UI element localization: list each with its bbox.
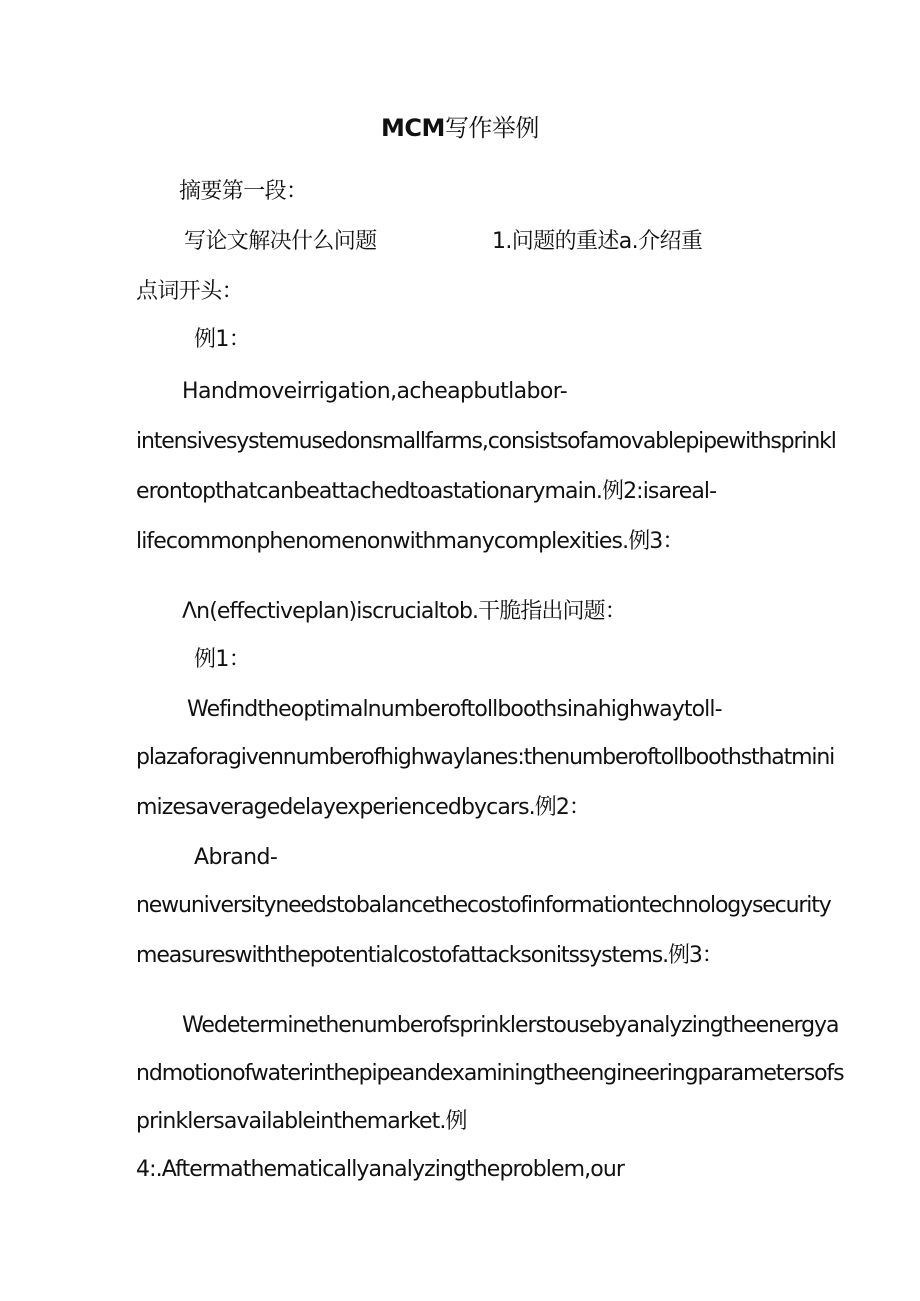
- paragraph-line: Λn(effectiveplan)iscrucialtob.干脆指出问题：: [182, 599, 626, 624]
- paragraph-line: lifecommonphenomenonwithmanycomplexities.例3：: [136, 529, 684, 554]
- paragraph-line: Wefindtheoptimalnumberoftollboothsinahighwaytoll-: [187, 697, 722, 722]
- example-label: 例1：: [194, 647, 251, 672]
- problem-question: 写论文解决什么问题: [184, 229, 377, 254]
- example-label: 例1：: [194, 327, 251, 352]
- paragraph-line: prinklersavailableinthemarket.例: [136, 1109, 467, 1134]
- paragraph-line: measureswiththepotentialcostofattacksonitssystems.例3：: [136, 943, 723, 968]
- paragraph-line: ndmotionofwaterinthepipeandexaminingtheengineeringparametersofs: [136, 1061, 844, 1086]
- paragraph-line: mizesaveragedelayexperiencedbycars.例2：: [136, 795, 591, 820]
- paragraph-line: 4:.Aftermathematicallyanalyzingtheproblem,our: [136, 1157, 625, 1182]
- paragraph-line: plazaforagivennumberofhighwaylanes:thenumberoftollboothsthatmini: [136, 745, 835, 770]
- abstract-heading: 摘要第一段：: [179, 179, 308, 204]
- paragraph-line: Wedeterminethenumberofsprinklerstousebyanalyzingtheenergya: [182, 1013, 839, 1038]
- paragraph-line: intensivesystemusedonsmallfarms,consistsofamovablepipewithsprinkl: [136, 429, 836, 454]
- paragraph-line: erontopthatcanbeattachedtoastationarymain.例2:isareal-: [136, 479, 717, 504]
- keyword-opening: 点词开头：: [136, 279, 244, 304]
- title-cjk: 写作举例: [444, 114, 539, 142]
- title-latin: MCM: [381, 114, 445, 142]
- paragraph-line: newuniversityneedstobalancethecostofinformationtechnologysecurity: [136, 893, 831, 918]
- paragraph-line: Abrand-: [194, 845, 278, 870]
- document-title: [0, 112, 920, 144]
- paragraph-line: Handmoveirrigation,acheapbutlabor-: [182, 379, 568, 404]
- problem-restatement: 1.问题的重述a.介绍重: [492, 229, 703, 254]
